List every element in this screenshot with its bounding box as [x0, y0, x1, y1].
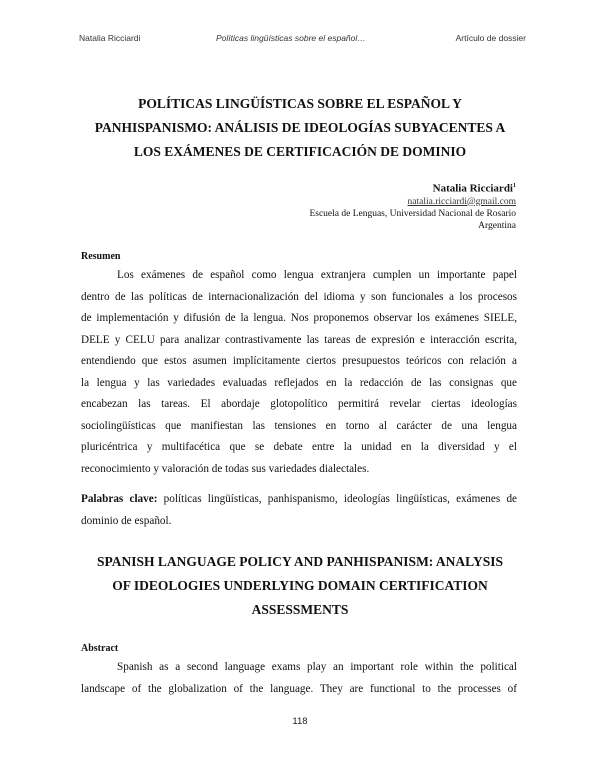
- title-es-line: POLÍTICAS LINGÜÍSTICAS SOBRE EL ESPAÑOL Y: [138, 96, 462, 111]
- page-number: 118: [292, 716, 308, 727]
- keywords-line: [81, 489, 517, 511]
- author-block: [309, 179, 516, 232]
- resumen-line: la lengua y las variedades evaluadas reflejados en la redacción de las consignas que: [81, 376, 517, 389]
- resumen-paragraph: [81, 265, 517, 480]
- abstract-paragraph: [81, 657, 517, 700]
- article-title-es: [80, 92, 520, 164]
- resumen-heading: Resumen: [81, 251, 121, 262]
- author-affiliation: Escuela de Lenguas, Universidad Nacional de Rosario: [309, 208, 516, 219]
- author-footnote-mark[interactable]: 1: [513, 183, 516, 189]
- running-header-section: Artículo de dossier: [455, 33, 526, 43]
- resumen-line: pluricéntrica y multifacética que se debate entre la unidad en la diversidad y el: [81, 441, 517, 453]
- title-en-line: SPANISH LANGUAGE POLICY AND PANHISPANISM: ANALYSIS: [97, 554, 503, 569]
- resumen-line: Los exámenes de español como lengua extranjera cumplen un importante papel: [117, 269, 517, 281]
- title-en-line: ASSESSMENTS: [251, 602, 349, 617]
- resumen-line: de implementación y difusión de la lengua. Nos proponemos observar los exámenes SIELE,: [81, 312, 517, 324]
- title-en-line: OF IDEOLOGIES UNDERLYING DOMAIN CERTIFICATION: [112, 578, 488, 593]
- resumen-line: DELE y CELU para analizar contrastivamente las tareas de expresión e interacción escrita,: [81, 333, 517, 346]
- abstract-line: landscape of the globalization of the language. They are functional to the processes of: [81, 682, 517, 695]
- resumen-line: encabezan las tareas. El abordaje glotopolítico permitirá revelar ciertas ideologías: [81, 398, 517, 410]
- resumen-line: sociolingüísticas que manifiestan las tensiones en torno al carácter de una lengua: [81, 419, 517, 432]
- keywords-list: políticas lingüísticas, panhispanismo, ideologías lingüísticas, exámenes de: [157, 493, 517, 505]
- author-country: Argentina: [478, 220, 516, 231]
- keywords-paragraph: [81, 489, 517, 532]
- abstract-heading: Abstract: [81, 643, 119, 654]
- author-name: Natalia Ricciardi$^1$: [432, 182, 516, 195]
- resumen-line: reconocimiento y valoración de todas sus variedades dialectales.: [81, 462, 370, 475]
- author-email-link[interactable]: natalia.ricciardi@gmail.com: [407, 196, 516, 207]
- running-header-author: Natalia Ricciardi: [79, 33, 141, 43]
- title-es-line: PANHISPANISMO: ANÁLISIS DE IDEOLOGÍAS SUBYACENTES A: [94, 120, 506, 135]
- abstract-line: Spanish as a second language exams play an important role within the political: [117, 661, 517, 673]
- article-title-en: [80, 550, 520, 622]
- keywords-label: Palabras clave:: [81, 493, 158, 505]
- resumen-line: dentro de las políticas de internacionalización del idioma y son funcionales a los procesos: [81, 290, 517, 303]
- keywords-line: dominio de español.: [81, 514, 172, 527]
- running-header-title: Políticas lingüísticas sobre el español…: [216, 33, 366, 43]
- resumen-line: entendiendo que estos asumen implícitamente ciertos presupuestos teóricos con relación a: [81, 355, 517, 367]
- title-es-line: LOS EXÁMENES DE CERTIFICACIÓN DE DOMINIO: [133, 144, 467, 159]
